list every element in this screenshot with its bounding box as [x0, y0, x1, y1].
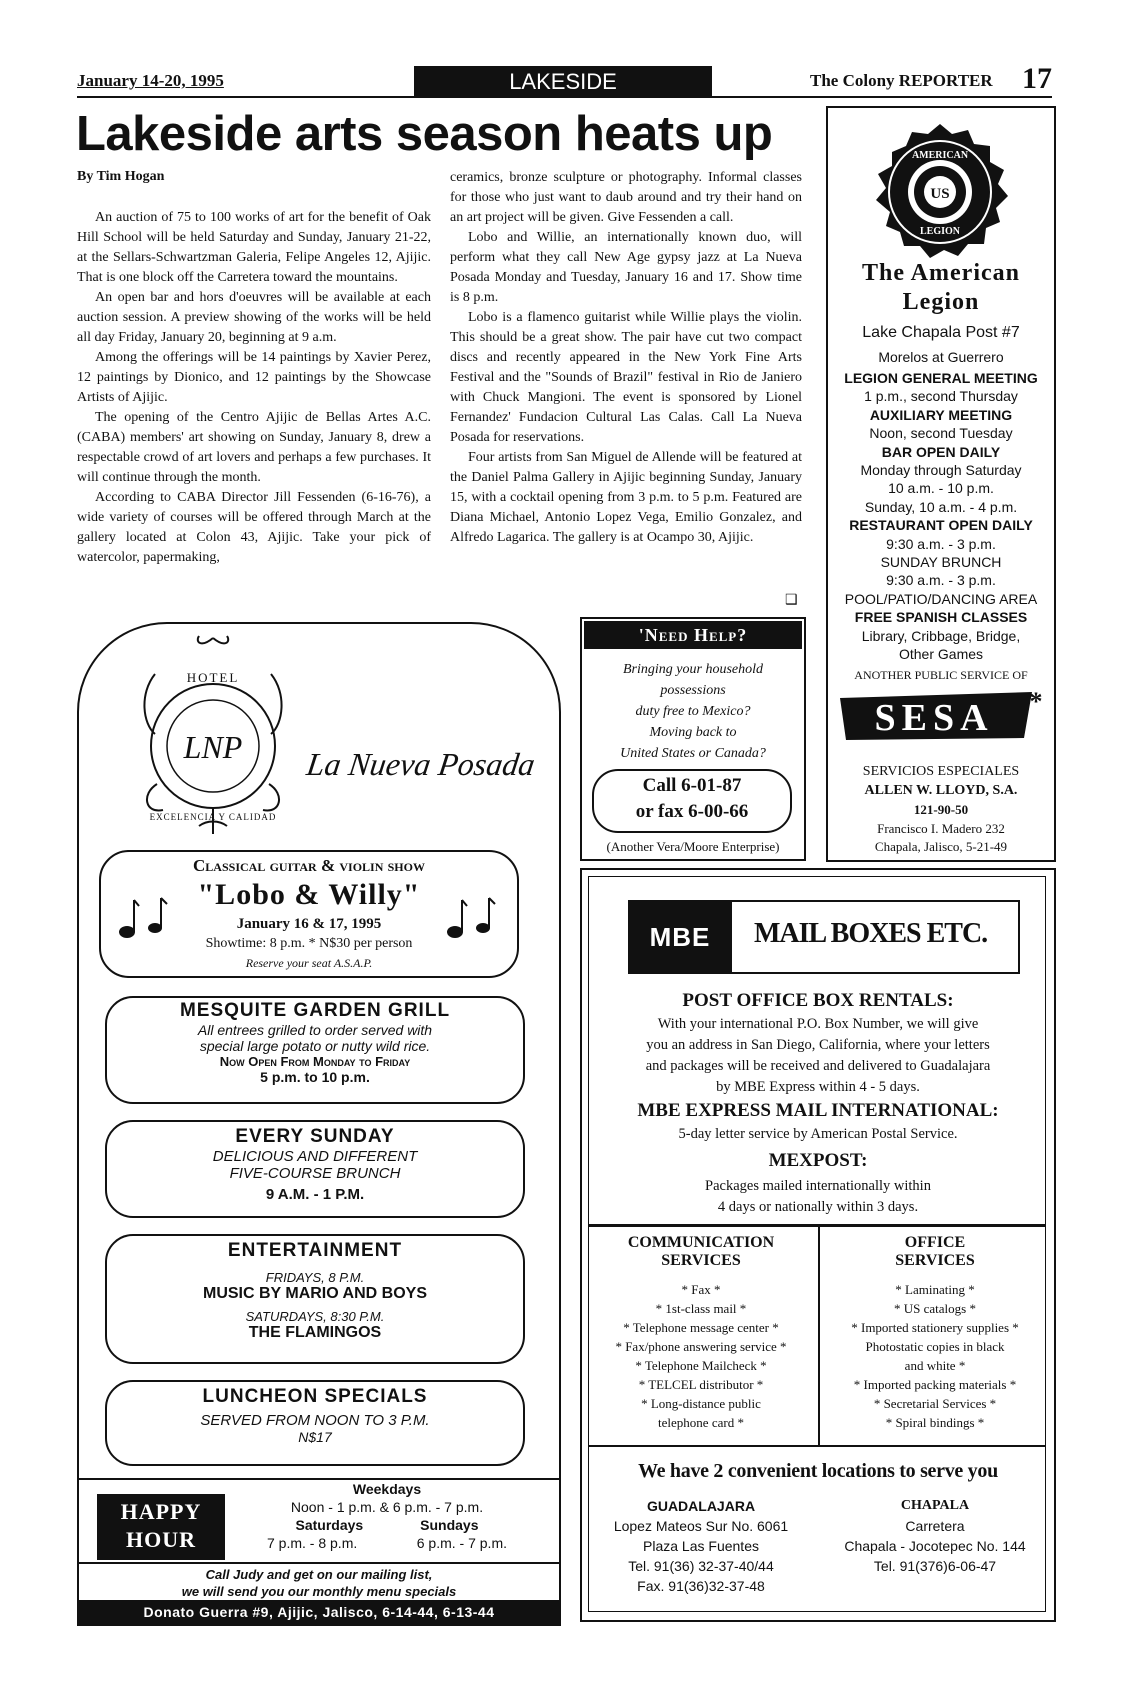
- services-column-divider: [818, 1227, 820, 1445]
- po-box-text: [582, 1014, 1054, 1098]
- entertainment-title: ENTERTAINMENT: [227, 1240, 403, 1261]
- location-line: Tel. 91(376)6-06-47: [873, 1558, 997, 1574]
- paper-name: The Colony REPORTER: [810, 71, 993, 90]
- sunday-hours: 9 A.M. - 1 P.M.: [265, 1186, 365, 1203]
- contact-box: [592, 769, 792, 833]
- mexpost-line: 4 days or nationally within 3 days.: [717, 1199, 919, 1215]
- office-title: SERVICES: [895, 1252, 975, 1269]
- show-name: "Lobo & Willy": [197, 878, 421, 911]
- schedule-line: SUNDAY BRUNCH: [880, 554, 1002, 571]
- location-line: Fax. 91(36)32-37-48: [637, 1578, 765, 1594]
- mexpost-line: Packages mailed internationally within: [705, 1178, 931, 1194]
- po-line: by MBE Express within 4 - 5 days.: [716, 1079, 920, 1095]
- weekday-times: Noon - 1 p.m. & 6 p.m. - 7 p.m.: [290, 1499, 484, 1515]
- help-line: Bringing your household: [623, 662, 763, 677]
- mbe-name: MAIL BOXES ETC.: [754, 918, 988, 949]
- section-banner: LAKESIDE: [414, 66, 712, 98]
- fax-number: or fax 6-00-66: [635, 801, 749, 822]
- weekdays-label: Weekdays: [352, 1481, 422, 1497]
- schedule-line: 9:30 a.m. - 3 p.m.: [886, 535, 996, 552]
- grill-line: Now Open From Monday to Friday: [219, 1054, 411, 1069]
- service-item: * Laminating *: [895, 1282, 975, 1297]
- service-item: * Telephone message center *: [623, 1320, 779, 1335]
- chapala-location: [822, 1496, 1048, 1576]
- mbe-logo-text: MBE: [649, 922, 711, 952]
- schedule-line: LEGION GENERAL MEETING: [844, 370, 1038, 386]
- help-line: possessions: [660, 683, 726, 698]
- location-line: Plaza Las Fuentes: [643, 1538, 759, 1554]
- seal-bottom-text: LEGION: [919, 226, 961, 237]
- saturdays-label: Saturdays: [295, 1517, 364, 1533]
- service-item: and white *: [904, 1358, 966, 1373]
- service-item: * Imported stationery supplies *: [851, 1320, 1019, 1335]
- seal-monogram: LNP: [183, 729, 243, 765]
- luncheon-box: [105, 1380, 525, 1466]
- location-line: Chapala - Jocotepec No. 144: [844, 1538, 1026, 1554]
- po-line: With your international P.O. Box Number, we will give: [657, 1016, 979, 1032]
- entertainment-line: SATURDAYS, 8:30 P.M.: [245, 1309, 385, 1324]
- hotel-name: La Nueva Posada: [304, 746, 538, 782]
- service-item: * Secretarial Services *: [873, 1396, 997, 1411]
- byline: By Tim Hogan: [77, 169, 165, 184]
- express-line: 5-day letter service by American Postal Service.: [678, 1126, 958, 1142]
- service-item: * Spiral bindings *: [885, 1415, 985, 1430]
- paragraph: Among the offerings will be 14 paintings by Xavier Perez, 12 paintings by Dionico, and 12 paintings by the Showcase Artists of Ajijic.: [77, 350, 431, 405]
- sunday-line: FIVE-COURSE BRUNCH: [229, 1165, 401, 1182]
- help-footer: (Another Vera/Moore Enterprise): [606, 839, 780, 854]
- service-item: Photostatic copies in black: [865, 1339, 1005, 1354]
- svg-text:*: *: [1029, 688, 1043, 716]
- service-item: telephone card *: [658, 1415, 744, 1430]
- sundays-label: Sundays: [420, 1517, 479, 1533]
- sponsor-city: Chapala, Jalisco, 5-21-49: [874, 839, 1008, 854]
- schedule-line: FREE SPANISH CLASSES: [854, 609, 1028, 626]
- locations-title: We have 2 convenient locations to serve you: [638, 1460, 998, 1482]
- guadalajara-location: [588, 1496, 814, 1596]
- article-column-2: [450, 168, 802, 548]
- sesa-logo-text: SESA: [874, 697, 994, 739]
- express-title: MBE EXPRESS MAIL INTERNATIONAL:: [637, 1100, 999, 1121]
- service-item: * Imported packing materials *: [853, 1377, 1017, 1392]
- schedule-line: Library, Cribbage, Bridge,: [861, 627, 1021, 644]
- luncheon-price: N$17: [298, 1429, 332, 1445]
- paragraph: An open bar and hors d'oeuvres will be available at each auction session. A preview showing of the works will be held all day Friday, January 20, beginning at 9 a.m.: [77, 290, 431, 345]
- comm-title: COMMUNICATION: [627, 1234, 775, 1251]
- american-legion-ad: [826, 106, 1056, 862]
- schedule-line: POOL/PATIO/DANCING AREA: [844, 590, 1038, 607]
- legion-emblem-icon: [870, 122, 1010, 262]
- schedule-line: AUXILIARY MEETING: [869, 406, 1013, 423]
- entertainment-line: FRIDAYS, 8 P.M.: [265, 1270, 365, 1285]
- paragraph: According to CABA Director Jill Fessenden (6-16-76), a wide variety of courses will be offered through March at the gallery located at Colon 43, Ajijic. Take your pick of watercolor, papermaking,: [77, 490, 431, 565]
- luncheon-title: LUNCHEON SPECIALS: [202, 1386, 428, 1407]
- mailing-line: Call Judy and get on our mailing list,: [205, 1567, 433, 1582]
- seal-hotel-text: HOTEL: [186, 670, 240, 685]
- paragraph: An auction of 75 to 100 works of art for the benefit of Oak Hill School will be held Saturday and Sunday, January 21-22, at the Sellars-Schwartzman Galeria, Felipe Angeles 12, Ajijic. That is one block off the Carretera toward the mountains.: [77, 210, 431, 285]
- schedule-line: Noon, second Tuesday: [869, 425, 1013, 442]
- schedule-line: RESTAURANT OPEN DAILY: [849, 517, 1033, 534]
- schedule-line: Monday through Saturday: [860, 462, 1022, 479]
- grill-line: All entrees grilled to order served with: [197, 1022, 433, 1038]
- need-help-title: 'Need Help?: [584, 621, 802, 649]
- paragraph: The opening of the Centro Ajijic de Bellas Artes A.C. (CABA) members' art showing on Sunday, January 8, drew a respectable crowd of art lovers and perhaps a few purchases. It will continue through the month.: [77, 410, 431, 485]
- hour-label: HOUR: [126, 1527, 196, 1552]
- schedule-line: 9:30 a.m. - 3 p.m.: [886, 572, 996, 589]
- services-divider: [588, 1224, 1046, 1227]
- sunday-box: [105, 1120, 525, 1218]
- header-rule: [77, 96, 1052, 98]
- po-line: and packages will be received and delivered to Guadalajara: [645, 1058, 991, 1074]
- sponsor-line-2: ALLEN W. LLOYD, S.A.: [864, 783, 1018, 798]
- headline: Lakeside arts season heats up: [76, 107, 773, 161]
- service-item: * Telephone Mailcheck *: [635, 1358, 767, 1373]
- sponsor-line-1: SERVICIOS ESPECIALES: [862, 764, 1020, 779]
- service-item: * Fax *: [681, 1282, 721, 1297]
- schedule-line: Other Games: [898, 646, 984, 663]
- service-item: * US catalogs *: [894, 1301, 976, 1316]
- entertainment-line: MUSIC BY MARIO AND BOYS: [202, 1285, 427, 1302]
- mail-boxes-etc-ad: [580, 868, 1056, 1622]
- entertainment-line: THE FLAMINGOS: [248, 1324, 382, 1341]
- happy-hour-badge: [97, 1494, 225, 1560]
- grill-box: [105, 996, 525, 1104]
- show-dates: January 16 & 17, 1995: [236, 916, 382, 932]
- po-line: you an address in San Diego, California, where your letters: [646, 1037, 990, 1053]
- seal-top-text: AMERICAN: [911, 150, 969, 161]
- location-title: GUADALAJARA: [646, 1498, 756, 1514]
- sunday-times: 6 p.m. - 7 p.m.: [416, 1535, 507, 1551]
- hotel-seal-icon: [133, 634, 293, 844]
- sunday-line: DELICIOUS AND DIFFERENT: [212, 1148, 418, 1165]
- help-line: United States or Canada?: [620, 746, 766, 761]
- schedule-line: 10 a.m. - 10 p.m.: [888, 480, 994, 497]
- page-number: 17: [1022, 62, 1052, 95]
- help-line: duty free to Mexico?: [635, 704, 751, 719]
- article-column-1: [77, 208, 431, 568]
- sponsor-phone: 121-90-50: [913, 802, 969, 817]
- entertainment-box: [105, 1234, 525, 1364]
- sunday-title: EVERY SUNDAY: [235, 1126, 395, 1147]
- location-line: Tel. 91(36) 32-37-40/44: [628, 1558, 774, 1574]
- service-item: * Long-distance public: [641, 1396, 761, 1411]
- sesa-logo-icon: [836, 688, 1046, 744]
- reserve-note: Reserve your seat A.S.A.P.: [245, 956, 373, 970]
- po-box-title: POST OFFICE BOX RENTALS:: [682, 990, 954, 1011]
- mailing-divider: [79, 1562, 559, 1564]
- mbe-logo-icon: [628, 900, 732, 974]
- showtime: Showtime: 8 p.m. * N$30 per person: [205, 936, 413, 951]
- paragraph: Lobo is a flamenco guitarist while Willie plays the violin. This should be a great show. The pair have cut two compact discs and recently appeared in the New York Fine Arts Festival and the "Sounds of Brazil" festival in Rio de Janiero with Chuck Mangioni. The event is sponsored by Lionel Fernandez' Fundacion Cultural Las Calas. Call La Nueva Posada for reservations.: [450, 310, 802, 445]
- saturday-times: 7 p.m. - 8 p.m.: [267, 1535, 358, 1551]
- paragraph: Four artists from San Miguel de Allende will be featured at the Daniel Palma Gallery in Ajijic beginning Sunday, January 15, with a cocktail opening from 3 p.m. to 5 p.m. Featured are Diana Michael, Antonio Lopez Vega, Emilio Gonzalez, and Alfredo Lagarica. The gallery is at Ocampo 30, Ajijic.: [450, 450, 802, 545]
- mexpost-text: [582, 1176, 1054, 1218]
- seal-center-text: US: [930, 186, 950, 202]
- location-title: CHAPALA: [900, 1498, 970, 1513]
- legion-title-1: The American: [862, 260, 1020, 286]
- schedule-line: 1 p.m., second Thursday: [864, 388, 1018, 405]
- service-item: * Fax/phone answering service *: [615, 1339, 787, 1354]
- schedule-line: Sunday, 10 a.m. - 4 p.m.: [864, 498, 1018, 515]
- help-line: Moving back to: [649, 725, 737, 740]
- grill-title: MESQUITE GARDEN GRILL: [179, 1000, 451, 1021]
- end-mark: ❑: [785, 593, 798, 608]
- location-line: Lopez Mateos Sur No. 6061: [613, 1518, 789, 1534]
- show-title: Classical guitar & violin show: [193, 856, 425, 875]
- need-help-ad: [580, 617, 806, 861]
- la-nueva-posada-ad: [77, 622, 561, 1626]
- locations-divider: [588, 1445, 1046, 1447]
- grill-hours: 5 p.m. to 10 p.m.: [260, 1069, 370, 1085]
- show-box: [99, 850, 519, 978]
- paragraph: Lobo and Willie, an internationally known duo, will perform what they call New Age gypsy jazz at La Nueva Posada Monday and Tuesday, January 16 and 17. Show time is 8 p.m.: [450, 230, 802, 305]
- happy-label: HAPPY: [120, 1499, 202, 1524]
- call-number: Call 6-01-87: [642, 775, 742, 796]
- mailing-list-note: [79, 1566, 559, 1600]
- office-title: OFFICE: [904, 1234, 966, 1251]
- legion-title-2: Legion: [902, 289, 980, 315]
- issue-date: January 14-20, 1995: [77, 71, 224, 90]
- seal-motto-text: EXCELENCIA Y CALIDAD: [149, 812, 277, 822]
- service-item: * 1st-class mail *: [655, 1301, 747, 1316]
- service-item: * TELCEL distributor *: [638, 1377, 764, 1392]
- public-service-note: ANOTHER PUBLIC SERVICE OF: [854, 668, 1028, 682]
- luncheon-line: SERVED FROM NOON TO 3 P.M.: [200, 1412, 430, 1429]
- comm-title: SERVICES: [661, 1252, 741, 1269]
- location-line: Carretera: [905, 1518, 965, 1534]
- schedule-line: BAR OPEN DAILY: [881, 443, 1001, 460]
- office-services: [822, 1234, 1048, 1432]
- posada-footer: Donato Guerra #9, Ajijic, Jalisco, 6-14-44, 6-13-44: [79, 1600, 559, 1624]
- communication-services: [588, 1234, 814, 1432]
- grill-line: special large potato or nutty wild rice.: [199, 1038, 431, 1054]
- mexpost-title: MEXPOST:: [768, 1150, 868, 1171]
- paragraph: ceramics, bronze sculpture or photography. Informal classes for those who just want to daub around and try their hand on an art project will be given. Give Fessenden a call.: [450, 170, 802, 225]
- legion-post: Lake Chapala Post #7: [862, 324, 1020, 341]
- happy-hour-times: [267, 1480, 507, 1552]
- legion-address: Morelos at Guerrero: [878, 349, 1004, 365]
- need-help-text: [582, 659, 804, 764]
- mailing-line: we will send you our monthly menu specials: [181, 1584, 457, 1599]
- sponsor-street: Francisco I. Madero 232: [877, 821, 1005, 836]
- legion-schedule: [828, 369, 1054, 664]
